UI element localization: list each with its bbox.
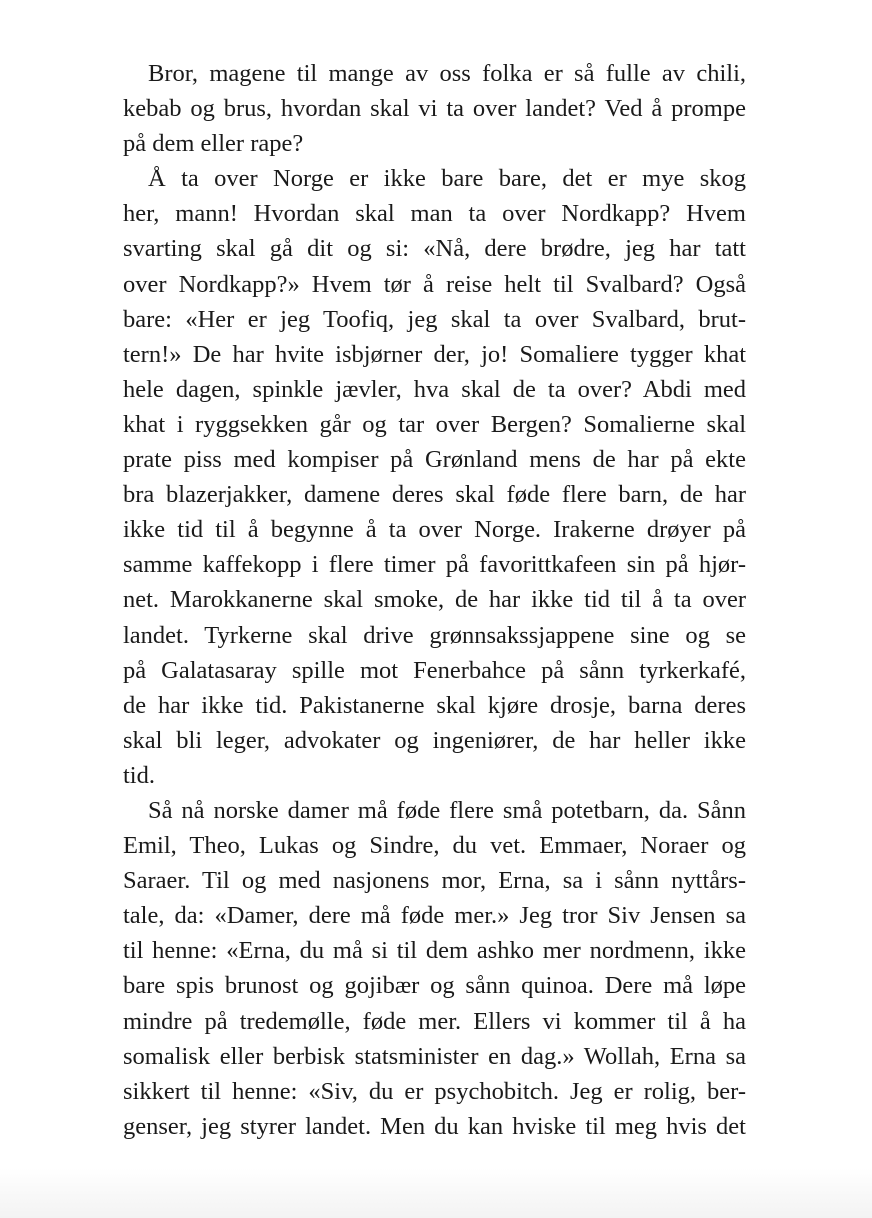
text-line: på dem eller rape?: [123, 130, 304, 158]
text-line: Saraer. Til og med nasjonens mor, Erna, sa i sånn nyttårs-: [123, 867, 746, 895]
text-line: Bror, magene til mange av oss folka er så fulle av chili,: [148, 60, 746, 87]
text-line: somalisk eller berbisk statsminister en dag.» Wollah, Erna sa: [123, 1042, 746, 1070]
text-line: bare spis brunost og gojibær og sånn quinoa. Dere må løpe: [123, 972, 746, 1000]
text-line: landet. Tyrkerne skal drive grønnsakssjappene sine og se: [123, 621, 746, 649]
text-line: mindre på tredemølle, føde mer. Ellers vi kommer til å ha: [123, 1007, 746, 1035]
page-bottom-shadow: [0, 1168, 872, 1218]
text-line: svarting skal gå dit og si: «Nå, dere brødre, jeg har tatt: [123, 235, 746, 263]
text-line: tern!» De har hvite isbjørner der, jo! Somaliere tygger khat: [123, 340, 746, 368]
text-line: til henne: «Erna, du må si til dem ashko mer nordmenn, ikke: [123, 937, 746, 965]
text-line: sikkert til henne: «Siv, du er psychobitch. Jeg er rolig, ber-: [123, 1077, 746, 1105]
text-line: ikke tid til å begynne å ta over Norge. Irakerne drøyer på: [123, 516, 746, 544]
paragraph-3: [123, 793, 746, 1144]
text-line: kebab og brus, hvordan skal vi ta over landet? Ved å prompe: [123, 95, 746, 123]
text-line: Så nå norske damer må føde flere små potetbarn, da. Sånn: [148, 796, 746, 824]
text-line: prate piss med kompiser på Grønland mens de har på ekte: [123, 446, 746, 474]
text-line: over Nordkapp?» Hvem tør å reise helt til Svalbard? Også: [123, 270, 746, 298]
text-line: samme kaffekopp i flere timer på favorittkafeen sin på hjør-: [123, 551, 746, 579]
text-line: på Galatasaray spille mot Fenerbahce på sånn tyrkerkafé,: [123, 656, 746, 684]
text-line: tid.: [123, 761, 155, 789]
text-line: Å ta over Norge er ikke bare bare, det er mye skog: [148, 165, 746, 193]
text-line: khat i ryggsekken går og tar over Bergen? Somalierne skal: [123, 410, 746, 438]
text-line: bra blazerjakker, damene deres skal føde flere barn, de har: [123, 481, 746, 509]
text-line: bare: «Her er jeg Toofiq, jeg skal ta over Svalbard, brut-: [123, 305, 746, 333]
text-line: de har ikke tid. Pakistanerne skal kjøre drosje, barna deres: [123, 691, 746, 719]
body-text: [123, 56, 746, 1144]
text-line: hele dagen, spinkle jævler, hva skal de ta over? Abdi med: [123, 375, 746, 403]
text-line: Emil, Theo, Lukas og Sindre, du vet. Emmaer, Noraer og: [123, 832, 746, 860]
text-line: genser, jeg styrer landet. Men du kan hviske til meg hvis det: [123, 1112, 746, 1140]
text-line: her, mann! Hvordan skal man ta over Nordkapp? Hvem: [123, 200, 746, 228]
paragraph-1: [123, 56, 746, 161]
text-line: net. Marokkanerne skal smoke, de har ikke tid til å ta over: [123, 586, 746, 614]
text-line: tale, da: «Damer, dere må føde mer.» Jeg tror Siv Jensen sa: [123, 902, 746, 930]
text-line: skal bli leger, advokater og ingeniører, de har heller ikke: [123, 726, 746, 754]
paragraph-2: [123, 161, 746, 793]
